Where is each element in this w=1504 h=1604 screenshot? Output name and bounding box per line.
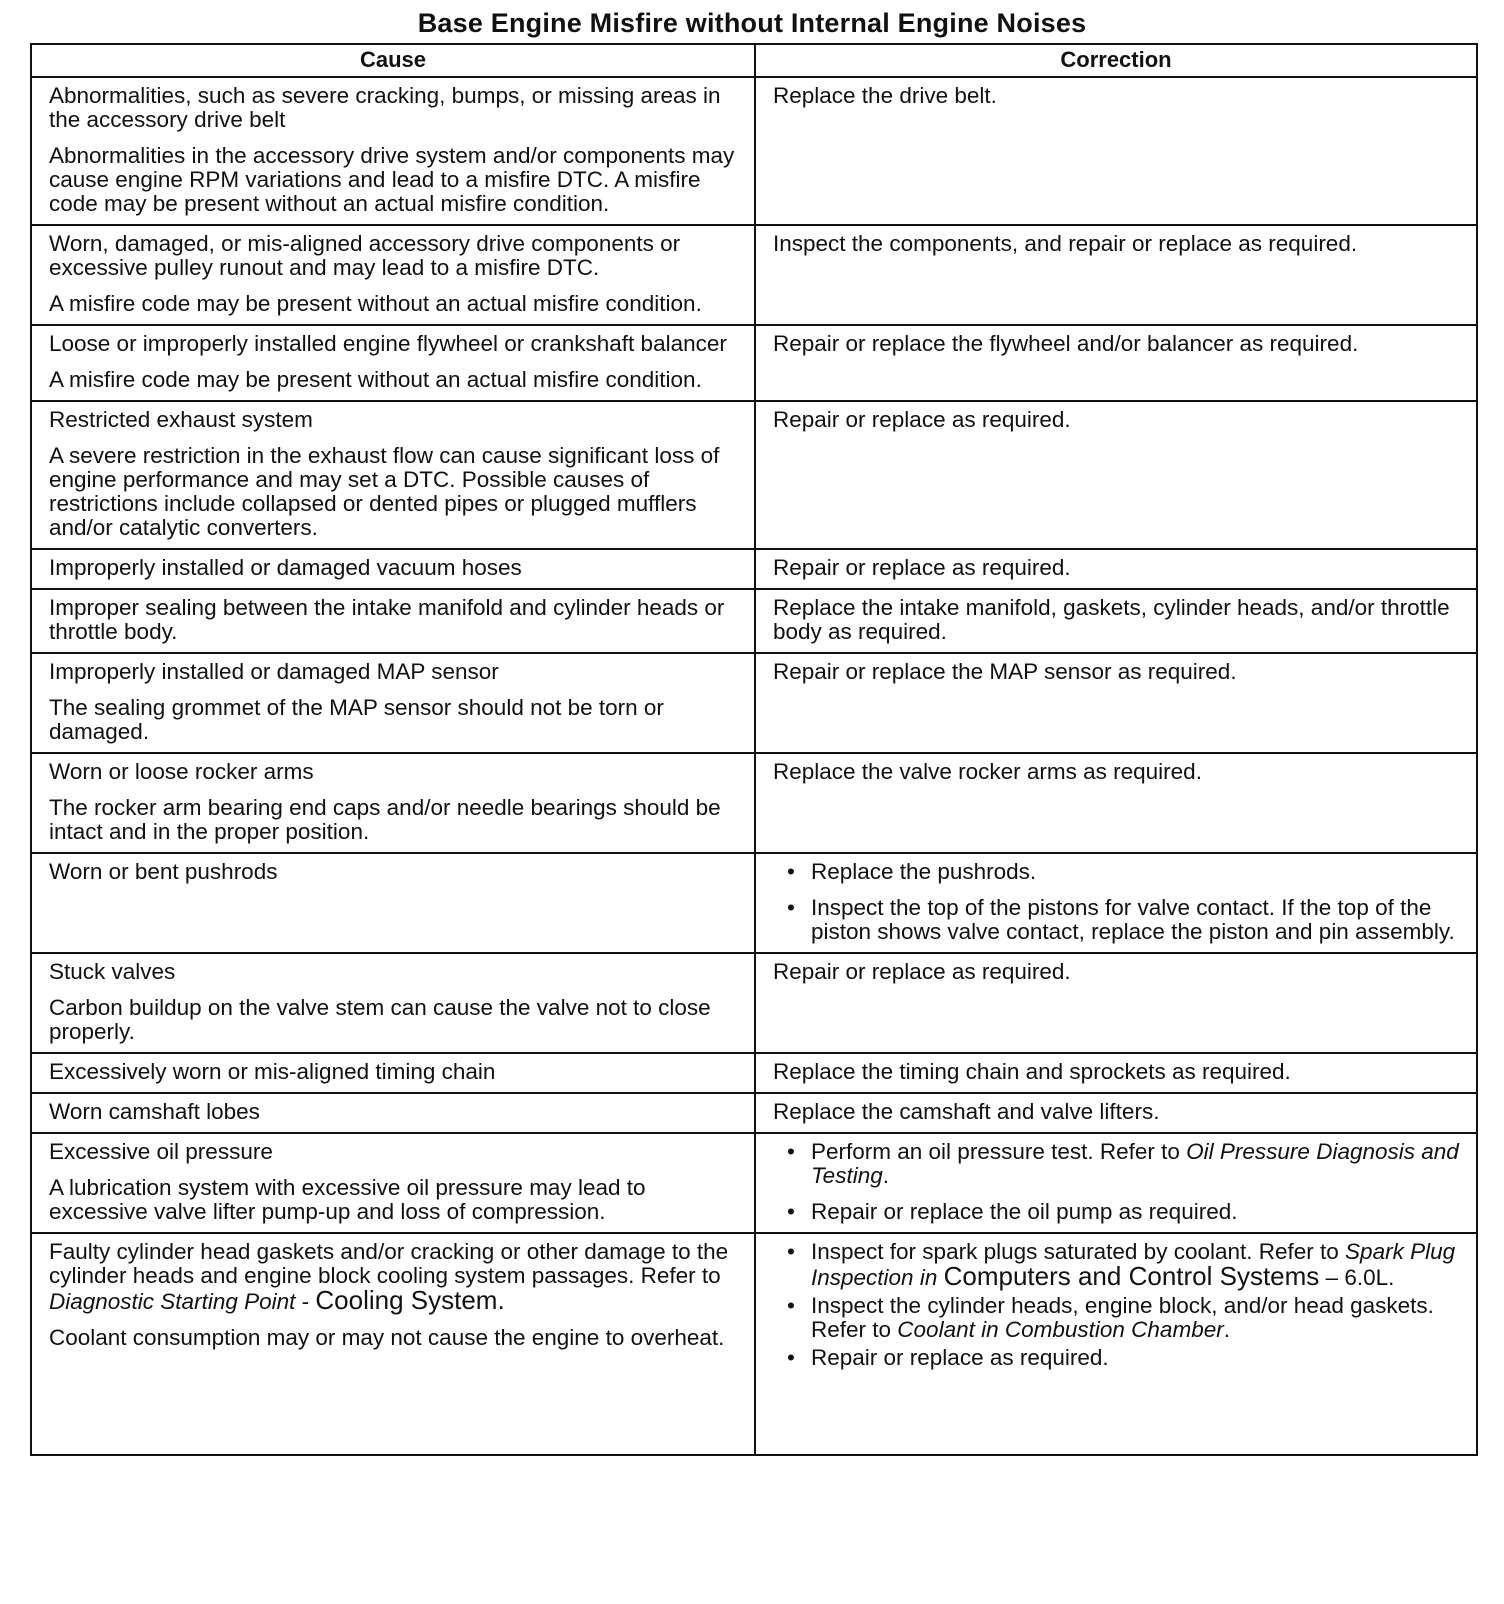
cause-cell	[31, 1133, 755, 1233]
correction-text: Repair or replace as required.	[773, 959, 1071, 984]
cause-text-lead: Faulty cylinder head gaskets and/or cracking or other damage to the cylinder heads and engine block cooling system passages. Refer to	[49, 1239, 729, 1288]
correction-list-item: • Replace the pushrods.	[811, 860, 1466, 884]
cause-cell	[31, 1093, 755, 1133]
correction-list-item	[811, 1294, 1466, 1342]
reference-tail: Computers and Control Systems	[943, 1261, 1320, 1291]
cause-cell	[31, 653, 755, 753]
table-row	[31, 225, 1477, 325]
table-row	[31, 401, 1477, 549]
cause-text: Improperly installed or damaged vacuum hoses	[49, 555, 522, 580]
correction-cell	[755, 753, 1477, 853]
table-row	[31, 753, 1477, 853]
cause-cell	[31, 753, 755, 853]
correction-cell	[755, 549, 1477, 589]
cause-text: Restricted exhaust system	[49, 407, 313, 432]
correction-item-text: Perform an oil pressure test. Refer to	[811, 1139, 1187, 1164]
reference-link: Coolant in Combustion Chamber	[897, 1317, 1224, 1342]
cause-cell	[31, 549, 755, 589]
correction-list-item	[811, 1140, 1466, 1188]
cause-note: A misfire code may be present without an actual misfire condition.	[49, 367, 702, 392]
correction-list	[773, 1240, 1466, 1370]
correction-text: Inspect the components, and repair or replace as required.	[773, 231, 1358, 256]
table-row	[31, 1233, 1477, 1455]
cause-note: Carbon buildup on the valve stem can cause the valve not to close properly.	[49, 995, 711, 1044]
cause-text: Excessive oil pressure	[49, 1139, 273, 1164]
page-title: Base Engine Misfire without Internal Engine Noises	[417, 8, 1087, 38]
correction-text: Repair or replace as required.	[773, 555, 1071, 580]
cause-text: Improper sealing between the intake manifold and cylinder heads or throttle body.	[49, 595, 725, 644]
table-row	[31, 589, 1477, 653]
column-header-cause: Cause	[31, 44, 755, 77]
correction-text: Repair or replace the MAP sensor as required.	[773, 659, 1237, 684]
reference-suffix: – 6.0L.	[1319, 1265, 1395, 1290]
reference-separator: -	[295, 1289, 316, 1314]
reference-link: Diagnostic Starting Point	[49, 1289, 296, 1314]
correction-list-item: • Repair or replace as required.	[811, 1346, 1466, 1370]
column-header-correction: Correction	[755, 44, 1477, 77]
table-row	[31, 325, 1477, 401]
cause-note: Abnormalities in the accessory drive system and/or components may cause engine RPM variations and lead to a misfire DTC. A misfire code may be present without an actual misfire condition.	[49, 143, 735, 216]
correction-text: Replace the drive belt.	[773, 83, 997, 108]
correction-cell	[755, 1133, 1477, 1233]
table-row	[31, 549, 1477, 589]
cause-text: Worn camshaft lobes	[49, 1099, 260, 1124]
cause-text: Abnormalities, such as severe cracking, bumps, or missing areas in the accessory drive belt	[49, 83, 721, 132]
cause-note: The rocker arm bearing end caps and/or needle bearings should be intact and in the proper position.	[49, 795, 721, 844]
correction-cell	[755, 325, 1477, 401]
correction-list-item: • Inspect the top of the pistons for valve contact. If the top of the piston shows valve contact, replace the piston and pin assembly.	[811, 896, 1466, 944]
cause-cell	[31, 1053, 755, 1093]
correction-list-item: • Repair or replace the oil pump as required.	[811, 1200, 1466, 1224]
correction-cell	[755, 401, 1477, 549]
correction-item-text: Inspect for spark plugs saturated by coolant. Refer to	[811, 1239, 1346, 1264]
correction-text: Replace the camshaft and valve lifters.	[773, 1099, 1160, 1124]
correction-text: Repair or replace as required.	[773, 407, 1071, 432]
table-row	[31, 1093, 1477, 1133]
cause-cell	[31, 225, 755, 325]
correction-list	[773, 1140, 1466, 1224]
correction-cell	[755, 1233, 1477, 1455]
table-header-row	[31, 44, 1477, 77]
correction-item-tail: .	[882, 1163, 889, 1188]
reference-link: Spark Plug Inspection	[811, 1239, 1456, 1290]
table-row	[31, 853, 1477, 953]
correction-text: Replace the timing chain and sprockets as required.	[773, 1059, 1291, 1084]
cause-text: Worn or bent pushrods	[49, 859, 278, 884]
table-row	[31, 653, 1477, 753]
correction-cell	[755, 1053, 1477, 1093]
cause-text: Worn or loose rocker arms	[49, 759, 314, 784]
cause-text: Worn, damaged, or mis-aligned accessory drive components or excessive pulley runout and may lead to a misfire DTC.	[49, 231, 681, 280]
cause-cell	[31, 325, 755, 401]
cause-note: A severe restriction in the exhaust flow can cause significant loss of engine performance and may set a DTC. Possible causes of restrictions include collapsed or dented pipes or plugged mufflers and/or catalytic converters.	[49, 443, 720, 540]
table-row	[31, 1053, 1477, 1093]
correction-cell	[755, 853, 1477, 953]
correction-cell	[755, 653, 1477, 753]
correction-cell	[755, 589, 1477, 653]
cause-note: A lubrication system with excessive oil pressure may lead to excessive valve lifter pump-up and loss of compression.	[49, 1175, 646, 1224]
correction-text: Replace the valve rocker arms as required.	[773, 759, 1202, 784]
reference-in: in	[913, 1265, 944, 1290]
cause-cell	[31, 589, 755, 653]
table-row	[31, 77, 1477, 225]
cause-note: A misfire code may be present without an actual misfire condition.	[49, 291, 702, 316]
cause-text: Loose or improperly installed engine flywheel or crankshaft balancer	[49, 331, 727, 356]
correction-cell	[755, 225, 1477, 325]
correction-text: Repair or replace the flywheel and/or balancer as required.	[773, 331, 1359, 356]
table-row	[31, 953, 1477, 1053]
correction-cell	[755, 953, 1477, 1053]
correction-item-tail: .	[1223, 1317, 1230, 1342]
cause-cell	[31, 853, 755, 953]
cause-text	[49, 1240, 744, 1314]
cause-cell	[31, 953, 755, 1053]
cause-text: Stuck valves	[49, 959, 176, 984]
cause-note: Coolant consumption may or may not cause the engine to overheat.	[49, 1325, 725, 1350]
correction-list-item	[811, 1240, 1466, 1290]
table-row	[31, 1133, 1477, 1233]
cause-cell	[31, 401, 755, 549]
reference-tail: Cooling System.	[315, 1285, 505, 1315]
cause-cell	[31, 77, 755, 225]
correction-list	[773, 860, 1466, 944]
cause-text: Improperly installed or damaged MAP sensor	[49, 659, 499, 684]
misfire-table	[30, 43, 1478, 1456]
correction-item-text: Inspect the cylinder heads, engine block, and/or head gaskets. Refer to	[811, 1293, 1434, 1342]
correction-cell	[755, 1093, 1477, 1133]
cause-note: The sealing grommet of the MAP sensor should not be torn or damaged.	[49, 695, 664, 744]
reference-link: Oil Pressure Diagnosis and Testing	[811, 1139, 1459, 1188]
correction-cell	[755, 77, 1477, 225]
cause-text: Excessively worn or mis-aligned timing chain	[49, 1059, 496, 1084]
cause-cell	[31, 1233, 755, 1455]
correction-text: Replace the intake manifold, gaskets, cylinder heads, and/or throttle body as required.	[773, 595, 1450, 644]
